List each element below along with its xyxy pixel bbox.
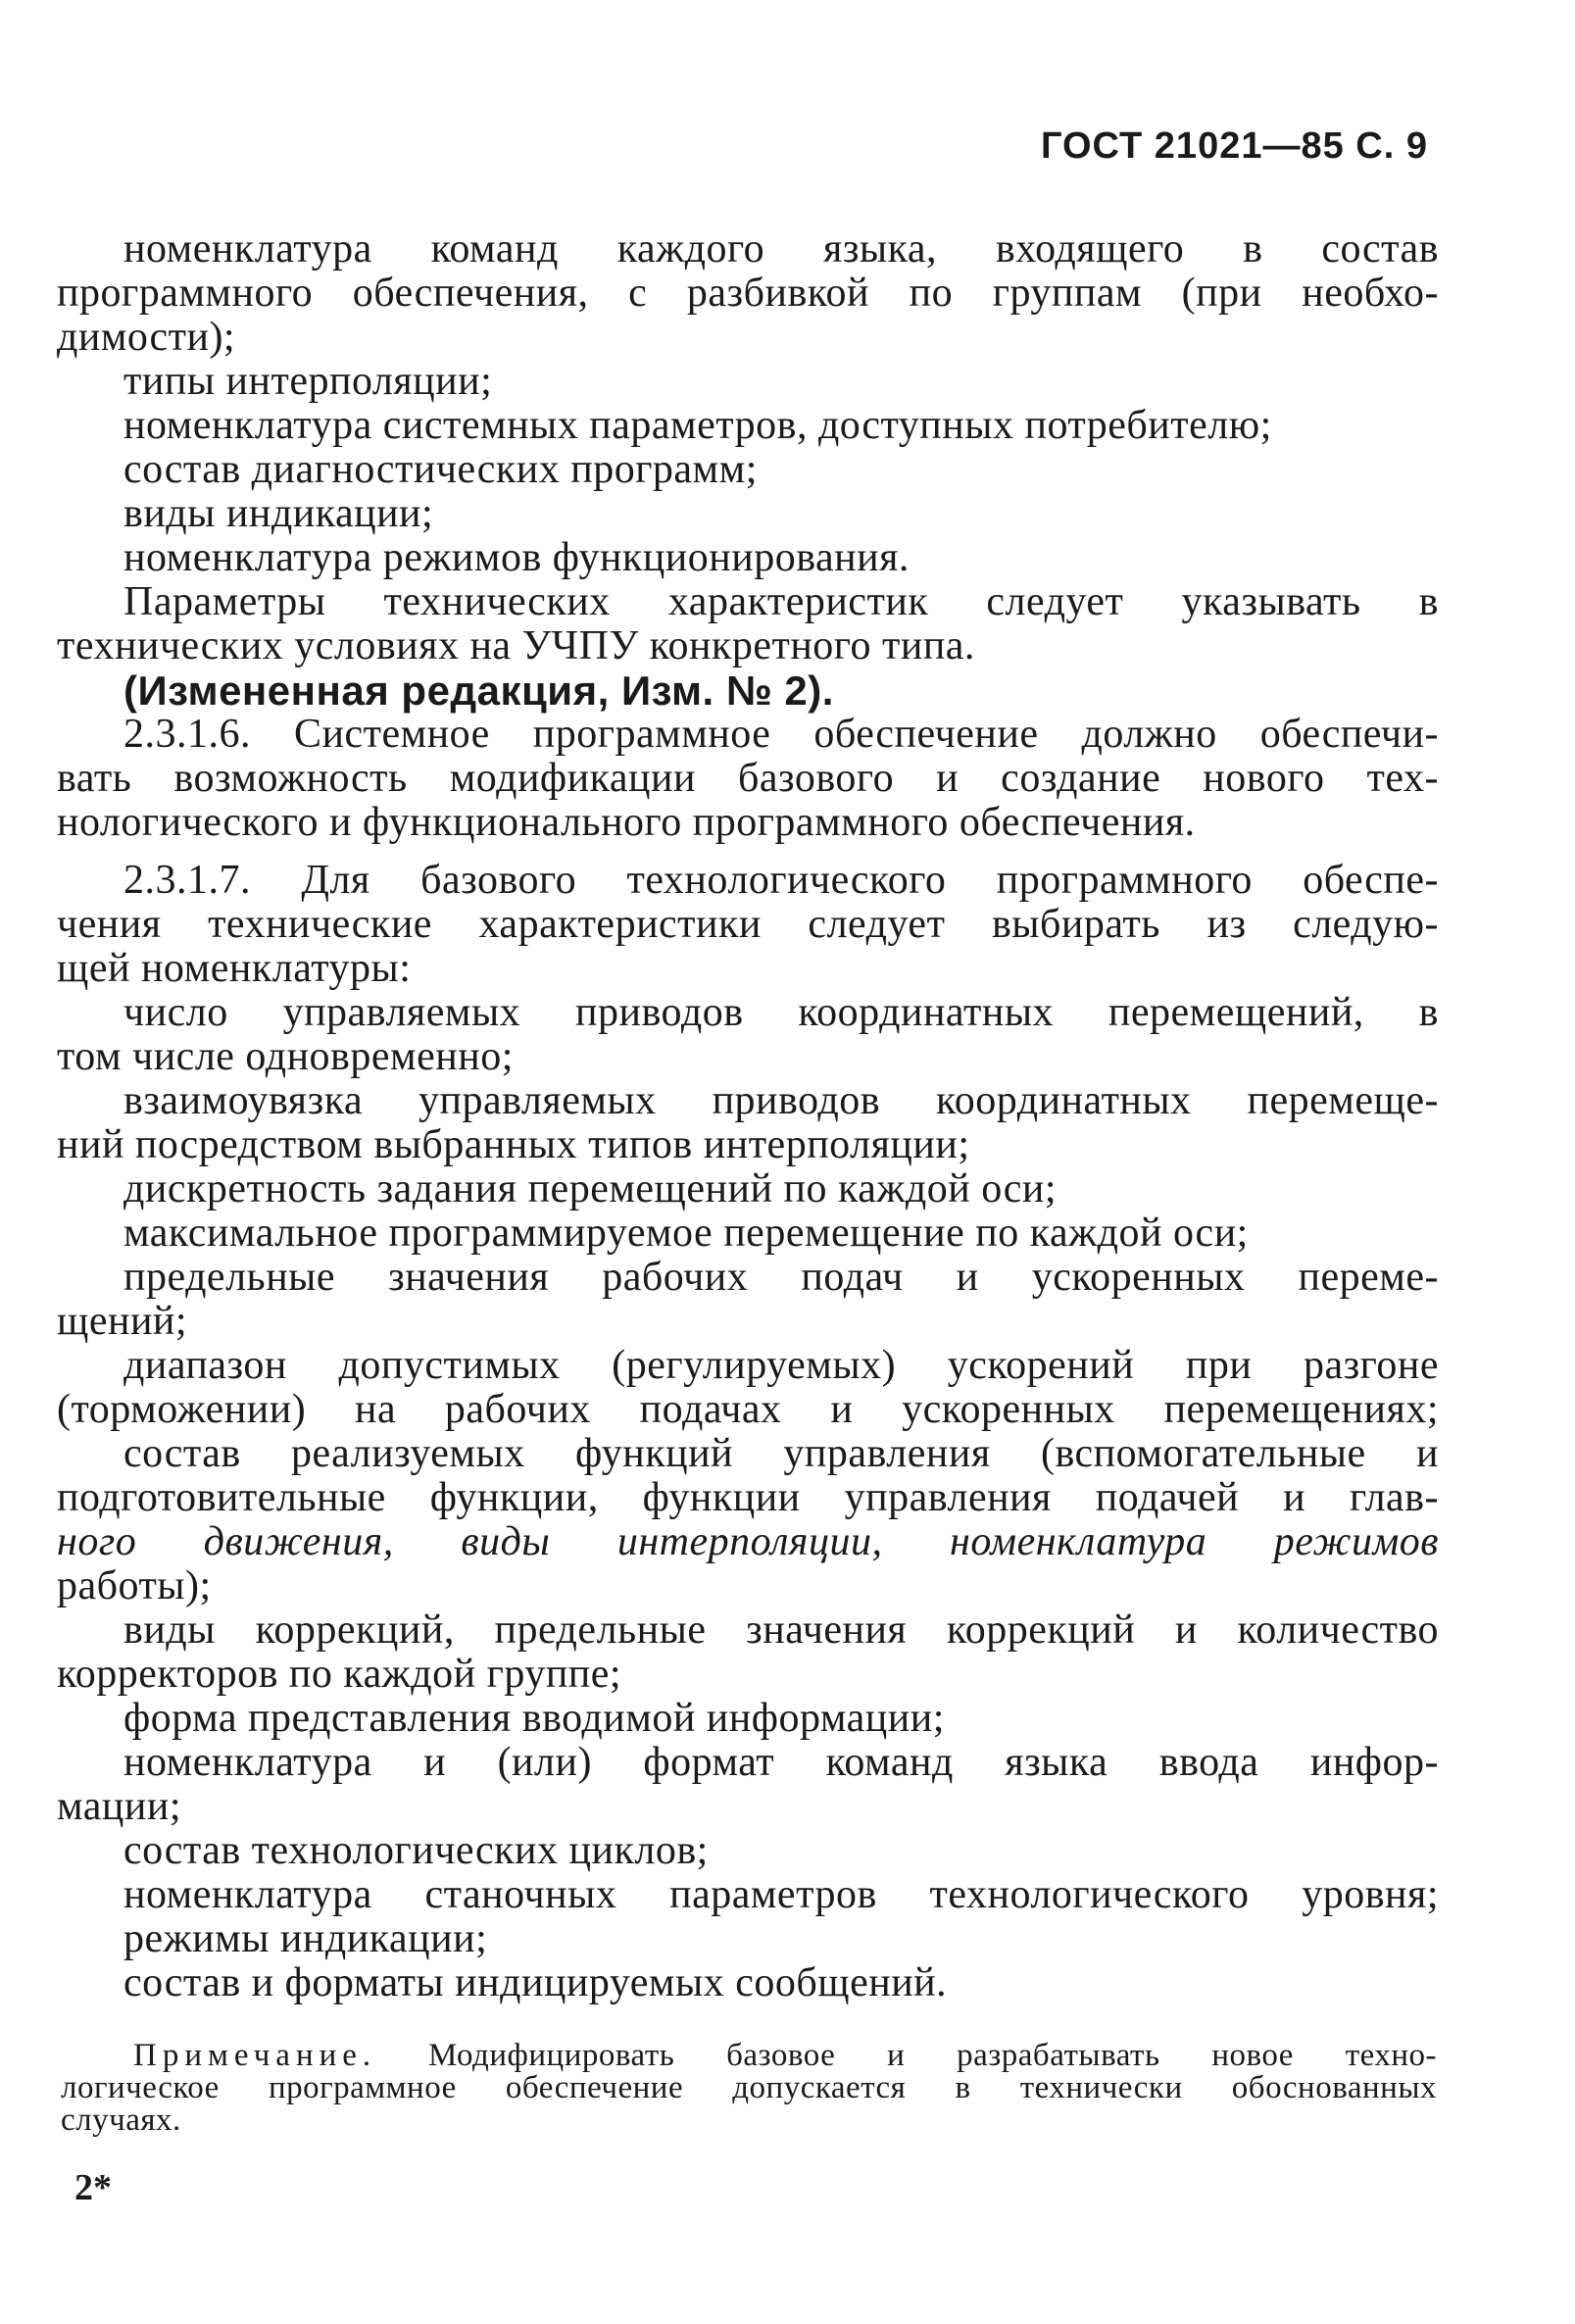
text-line: димости); xyxy=(57,315,236,360)
text-line: типы интерполяции; xyxy=(123,359,493,404)
text-line: число управляемых приводов координатных перемещений, в xyxy=(123,990,1439,1035)
text-line: номенклатура команд каждого языка, входящего в состав xyxy=(123,226,1439,272)
text-line: диапазон допустимых (регулируемых) ускорений при разгоне xyxy=(123,1343,1439,1388)
footnote-label: Примечание. xyxy=(133,2038,377,2073)
text-line: (торможении) на рабочих подачах и ускоренных перемещениях; xyxy=(57,1387,1439,1432)
body-text xyxy=(57,227,1439,2005)
footnote xyxy=(61,2040,1437,2137)
text-line: режимы индикации; xyxy=(123,1916,488,1961)
text-line: номенклатура станочных параметров технологического уровня; xyxy=(123,1872,1439,1917)
text-line: состав технологических циклов; xyxy=(123,1828,709,1873)
footnote-text: Модифицировать базовое и разрабатывать новое техно- xyxy=(376,2038,1437,2073)
text-line: щей номенклатуры: xyxy=(57,946,412,991)
text-line: Параметры технических характеристик следует указывать в xyxy=(123,579,1439,624)
text-line: ний посредством выбранных типов интерполяции; xyxy=(57,1122,970,1167)
text-line: номенклатура и (или) формат команд языка ввода инфор- xyxy=(123,1740,1439,1785)
text-line: 2.3.1.7. Для базового технологического программного обеспе- xyxy=(123,858,1439,903)
text-line: номенклатура системных параметров, доступных потребителю; xyxy=(123,403,1272,448)
text-line: технических условиях на УЧПУ конкретного типа. xyxy=(57,623,975,668)
text-line: форма представления вводимой информации; xyxy=(123,1696,945,1741)
text-line: корректоров по каждой группе; xyxy=(57,1652,622,1697)
text-line: дискретность задания перемещений по каждой оси; xyxy=(123,1166,1058,1211)
text-line: том числе одновременно; xyxy=(57,1034,514,1079)
footnote-line xyxy=(61,2040,1437,2072)
text-line: подготовительные функции, функции управления подачей и глав- xyxy=(57,1475,1439,1520)
text-line: работы); xyxy=(57,1563,212,1608)
page-header: ГОСТ 21021—85 С. 9 xyxy=(1040,125,1428,167)
text-line: вать возможность модификации базового и создание нового тех- xyxy=(57,756,1439,801)
text-line: ного движения, виды интерполяции, номенклатура режимов xyxy=(57,1519,1439,1564)
text-line: предельные значения рабочих подач и ускоренных переме- xyxy=(123,1255,1439,1300)
text-line: максимальное программируемое перемещение по каждой оси; xyxy=(123,1211,1249,1256)
text-line: программного обеспечения, с разбивкой по группам (при необхо- xyxy=(57,271,1439,316)
text-line: виды индикации; xyxy=(123,491,434,536)
text-line: состав реализуемых функций управления (вспомогательные и xyxy=(123,1431,1439,1476)
text-line: щений; xyxy=(57,1299,188,1344)
text-line: номенклатура режимов функционирования. xyxy=(123,535,910,580)
revision-note: (Измененная редакция, Изм. № 2). xyxy=(123,668,834,714)
text-line: виды коррекций, предельные значения коррекций и количество xyxy=(123,1607,1439,1653)
text-line: мации; xyxy=(57,1784,182,1829)
text-line: состав диагностических программ; xyxy=(123,447,758,492)
footnote-line: логическое программное обеспечение допускается в технически обоснованных xyxy=(61,2070,1437,2105)
footnote-line: случаях. xyxy=(61,2102,181,2138)
text-line: состав и форматы индицируемых сообщений. xyxy=(123,1960,948,2005)
text-line: чения технические характеристики следует выбирать из следую- xyxy=(57,902,1439,947)
text-line: взаимоувязка управляемых приводов координатных перемеще- xyxy=(123,1078,1439,1123)
text-line: нологического и функционального программного обеспечения. xyxy=(57,800,1196,845)
page-mark: 2* xyxy=(74,2167,112,2208)
text-line: 2.3.1.6. Системное программное обеспечение должно обеспечи- xyxy=(123,712,1439,757)
